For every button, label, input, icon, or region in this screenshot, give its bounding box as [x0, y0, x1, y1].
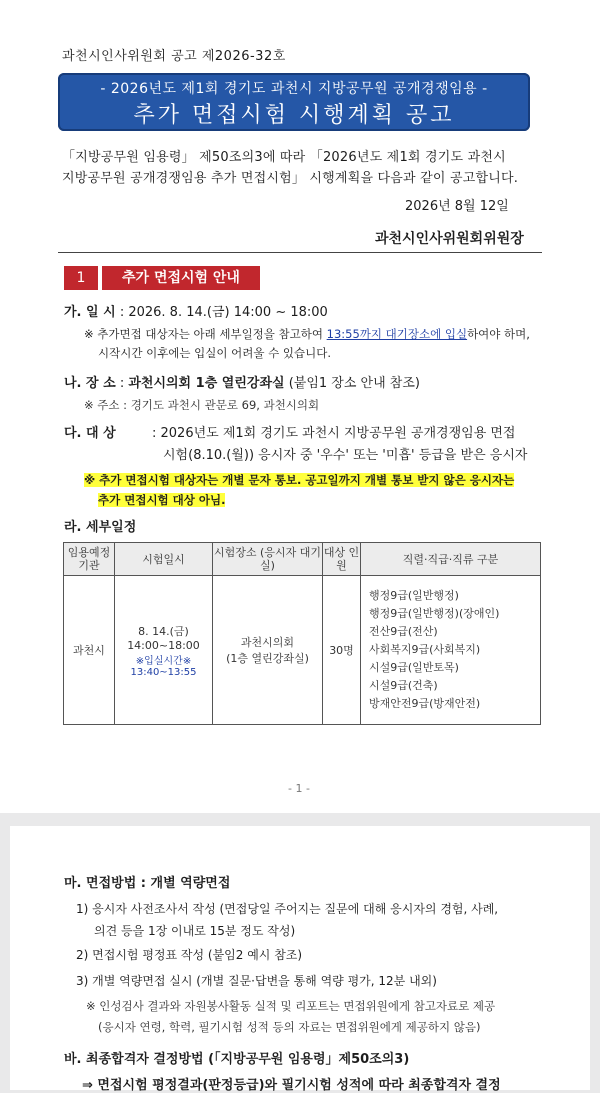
header-roles: 직렬·직급·직류 구분 [361, 543, 541, 576]
header-count: 대상 인원 [323, 543, 361, 576]
table-header-row [64, 543, 541, 576]
na-value: 과천시의회 1층 열린강좌실 [128, 376, 285, 391]
notice-date: 2026년 8월 12일 [405, 199, 509, 214]
datetime-line-1: 8. 14.(금) [138, 624, 189, 638]
da-highlight-1: ※ 추가 면접시험 대상자는 개별 문자 통보. 공고일까지 개별 통보 받지 않은 응시자는 [84, 473, 515, 487]
role-item: 전산9급(전산) [369, 625, 438, 638]
banner-subtitle: - 2026년도 제1회 경기도 과천시 지방공무원 공개경쟁임용 - [100, 81, 488, 97]
place-line-2: (1층 열린강좌실) [226, 652, 309, 665]
schedule-table [63, 542, 541, 725]
ba-title: 바. 최종합격자 결정방법 (「지방공무원 임용령」제50조의3) [64, 1052, 410, 1067]
target-row [64, 422, 116, 441]
ga-note [84, 326, 530, 342]
ma-item-3: 3) 개별 역량면접 실시 (개별 질문·답변을 통해 역량 평가, 12분 내외) [76, 974, 437, 988]
role-item: 행정9급(일반행정)(장애인) [369, 607, 500, 620]
table-row [64, 576, 541, 725]
header-datetime: 시험일시 [115, 543, 213, 576]
ga-label: 가. 일 시 [64, 305, 116, 320]
page-number: - 1 - [288, 782, 310, 795]
intro-line-1: 「지방공무원 임용령」 제50조의3에 따라 「2026년도 제1회 경기도 과천시 [62, 150, 506, 165]
da-line-1: : 2026년도 제1회 경기도 과천시 지방공무원 공개경쟁임용 면접 [152, 426, 516, 441]
role-item: 방재안전9급(방재안전) [369, 697, 481, 710]
ga-note-line-2: 시작시간 이후에는 입실이 어려울 수 있습니다. [98, 346, 332, 360]
section-number: 1 [64, 266, 98, 290]
cell-org: 과천시 [64, 576, 115, 725]
place-line-1: 과천시의회 [240, 636, 295, 649]
signer: 과천시인사위원회위원장 [375, 231, 524, 247]
divider [58, 252, 542, 253]
notice-number: 과천시인사위원회 공고 제2026-32호 [62, 49, 286, 64]
ma-note-line-2: (응시자 연령, 학력, 필기시험 성적 등의 자료는 면접위원에게 제공하지 않음) [98, 1020, 481, 1034]
document-page-2 [10, 826, 590, 1093]
place-row: 나. 장 소 : 과천시의회 1층 열린강좌실 (붙임1 장소 안내 참조) [64, 376, 420, 391]
ma-note-line-1: ※ 인성검사 결과와 자원봉사활동 실적 및 리포트는 면접위원에게 참고자료로 제공 [86, 999, 496, 1013]
header-place: 시험장소 (응시자 대기실) [213, 543, 323, 576]
banner-title: 추가 면접시험 시행계획 공고 [133, 103, 455, 128]
role-item: 행정9급(일반행정) [369, 589, 459, 602]
ma-item-2: 2) 면접시험 평정표 작성 (붙임2 예시 참조) [76, 948, 303, 962]
ma-item-1-line-2: 의견 등을 1장 이내로 15분 정도 작성) [94, 924, 296, 938]
entry-label: ※입실시간※ [135, 655, 192, 667]
cell-roles [361, 576, 541, 725]
datetime-line-2: 14:00~18:00 [127, 638, 200, 652]
da-label: 다. 대 상 [64, 426, 116, 441]
ga-note-pre: ※ 추가면접 대상자는 아래 세부일정을 참고하여 [84, 327, 327, 341]
ga-note-post: 하여야 하며, [467, 327, 530, 341]
ba-line: ⇒ 면접시험 평정결과(판정등급)와 필기시험 성적에 따라 최종합격자 결정 [82, 1078, 501, 1093]
role-item: 시설9급(건축) [369, 679, 438, 692]
na-label: 나. 장 소 [64, 376, 116, 391]
intro-line-2: 지방공무원 공개경쟁임용 추가 면접시험」 시행계획을 다음과 같이 공고합니다. [62, 171, 519, 186]
header-org: 임용예정 기관 [64, 543, 115, 576]
role-item: 시설9급(일반토목) [369, 661, 459, 674]
ma-item-1-line-1: 1) 응시자 사전조사서 작성 (면접당일 주어지는 질문에 대해 응시자의 경험, 사례, [76, 902, 499, 916]
cell-place [213, 576, 323, 725]
role-item: 사회복지9급(사회복지) [369, 643, 481, 656]
section-title: 추가 면접시험 안내 [102, 266, 260, 290]
ga-value: 2026. 8. 14.(금) 14:00 ~ 18:00 [128, 305, 328, 320]
da-highlight-2: 추가 면접시험 대상 아님. [98, 493, 226, 507]
schedule-row: 가. 일 시 : 2026. 8. 14.(금) 14:00 ~ 18:00 [64, 305, 328, 320]
ra-label: 라. 세부일정 [64, 520, 137, 535]
ma-title: 마. 면접방법 : 개별 역량면접 [64, 876, 231, 891]
da-line-2: 시험(8.10.(월)) 응시자 중 '우수' 또는 '미흡' 등급을 받은 응시자 [163, 448, 528, 463]
cell-datetime [115, 576, 213, 725]
title-banner [58, 73, 530, 131]
na-address: ※ 주소 : 경기도 과천시 관문로 69, 과천시의회 [84, 398, 320, 412]
cell-count: 30명 [323, 576, 361, 725]
na-value-rest: (붙임1 장소 안내 참조) [284, 376, 420, 391]
entry-time: 13:40~13:55 [130, 666, 197, 678]
ga-note-emphasis: 13:55까지 대기장소에 입실 [326, 327, 468, 341]
